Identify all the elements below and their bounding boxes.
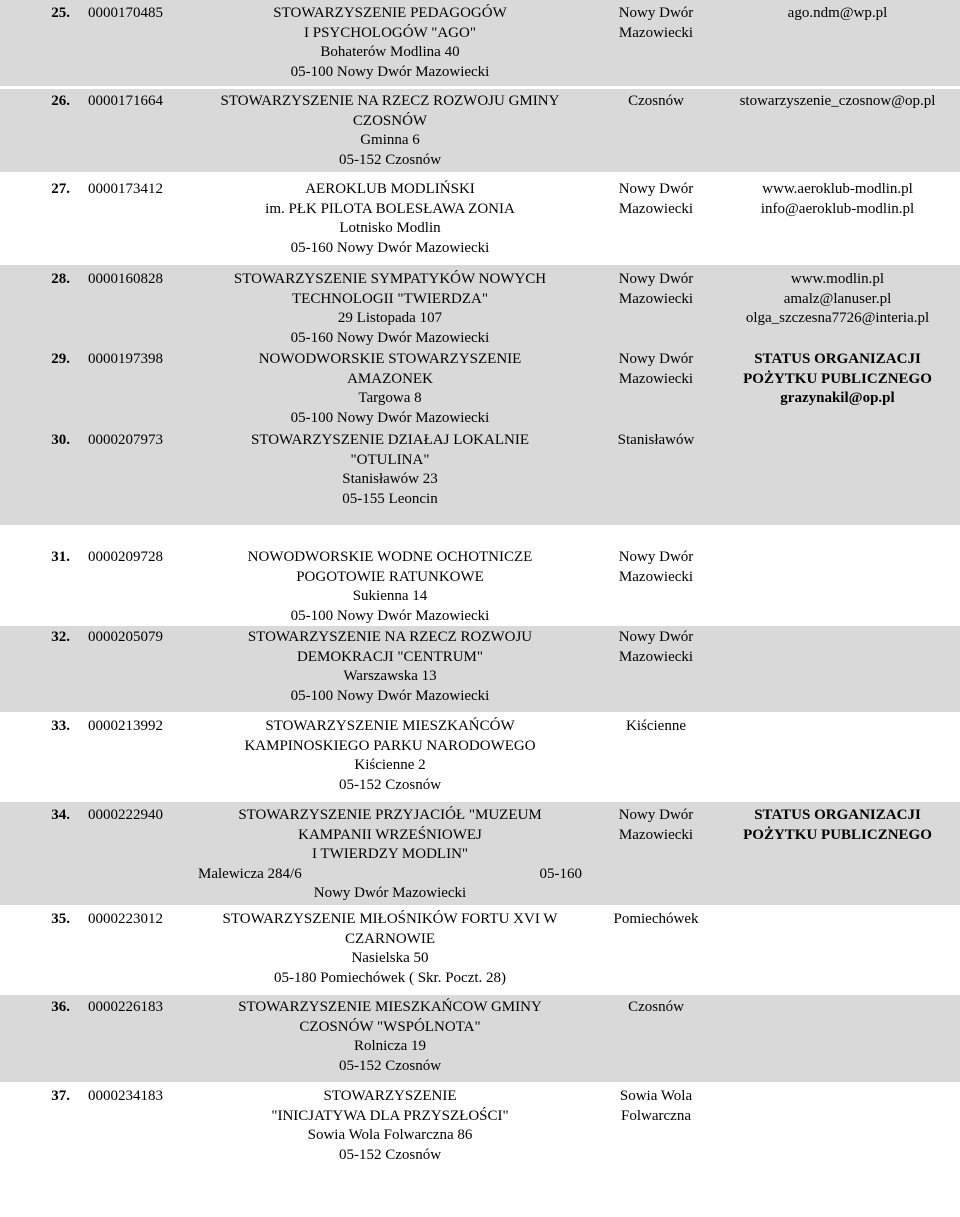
address-line: Kiścienne 2 [354,757,426,773]
registry-number: 0000207973 [88,432,163,448]
organization-name [182,717,598,795]
table-row [0,712,960,802]
postal-line: 05-152 Czosnów [338,776,442,793]
city-line: Mazowiecki [618,24,694,41]
row-number: 30. [51,432,70,448]
organization-name [182,910,598,988]
organization-name [182,270,598,348]
row-number: 29. [51,351,70,367]
city-line: Czosnów [628,999,684,1015]
postal-line: 05-152 Czosnów [338,1146,442,1163]
city-cell [597,998,715,1018]
row-number: 26. [51,93,70,109]
city-line: Mazowiecki [618,826,694,843]
postal-line: 05-160 Nowy Dwór Mazowiecki [290,329,490,346]
row-number: 27. [51,181,70,197]
city-line: Mazowiecki [618,290,694,307]
registry-number: 0000160828 [88,271,163,287]
city-cell [597,431,715,451]
table-row [0,177,960,261]
postal-code: 05-160 [539,865,582,882]
city-line: Stanisławów [617,432,695,448]
name-line: STOWARZYSZENIE NA RZECZ ROZWOJU GMINY [220,93,560,109]
row-number: 34. [51,807,70,823]
row-number: 25. [51,5,70,21]
city-line: Folwarczna [621,1107,691,1124]
organization-name [182,806,598,904]
name-line: CZARNOWIE [345,930,435,947]
organization-name [182,92,598,170]
city-name-line: Nowy Dwór Mazowiecki [313,885,467,901]
city-cell [597,270,715,309]
name-line: STOWARZYSZENIE MIŁOŚNIKÓW FORTU XVI W [222,911,558,927]
registry-number: 0000170485 [88,5,163,21]
table-row-group [0,265,960,525]
table-row [0,802,960,905]
postal-line: 05-100 Nowy Dwór Mazowiecki [290,409,490,426]
postal-line: 05-160 Nowy Dwór Mazowiecki [290,239,490,256]
organization-name [182,350,598,428]
name-line: "INICJATYWA DLA PRZYSZŁOŚCI" [271,1107,509,1124]
address-line: 29 Listopada 107 [337,310,443,326]
registry-number: 0000205079 [88,629,163,645]
postal-line: 05-100 Nowy Dwór Mazowiecki [290,607,490,624]
city-cell [597,4,715,43]
address-line: Lotnisko Modlin [339,220,441,236]
email-link[interactable]: ago.ndm@wp.pl [787,5,888,21]
city-line: Nowy Dwór [618,5,694,21]
name-line: "OTULINA" [350,451,430,468]
email-link[interactable]: amalz@lanuser.pl [783,290,892,307]
table-row [0,89,960,172]
contact-cell [715,806,960,845]
organization-name [182,4,598,82]
city-line: Pomiechówek [613,911,699,927]
registry-number: 0000213992 [88,718,163,734]
city-line: Mazowiecki [618,568,694,585]
name-line: KAMPINOSKIEGO PARKU NARODOWEGO [244,737,536,754]
address-line: Sowia Wola Folwarczna 86 [307,1127,473,1143]
city-line: Mazowiecki [618,648,694,665]
name-line: CZOSNÓW "WSPÓLNOTA" [299,1018,481,1035]
table-row [0,905,960,995]
city-cell [597,92,715,112]
postal-line: 05-100 Nowy Dwór Mazowiecki [290,687,490,704]
organization-name [182,431,598,509]
address-line: Nasielska 50 [351,950,429,966]
contact-cell [715,270,960,329]
organization-name [182,548,598,626]
organization-name [182,998,598,1076]
postal-line: 05-155 Leoncin [342,490,438,507]
table-row [0,0,960,86]
contact-cell [715,350,960,409]
registry-number: 0000222940 [88,807,163,823]
city-cell [597,910,715,930]
postal-line: 05-152 Czosnów [338,151,442,168]
city-line: Sowia Wola [619,1088,693,1104]
row-number: 37. [51,1088,70,1104]
address-line: Warszawska 13 [343,668,437,684]
registry-number: 0000197398 [88,351,163,367]
name-line: STOWARZYSZENIE MIESZKAŃCÓW [265,718,515,734]
postal-line: 05-152 Czosnów [338,1057,442,1074]
website-link[interactable]: www.modlin.pl [790,271,885,287]
name-line: POGOTOWIE RATUNKOWE [296,568,484,585]
name-line: STOWARZYSZENIE SYMPATYKÓW NOWYCH [233,271,547,287]
opp-status-label: POŻYTKU PUBLICZNEGO [743,826,932,843]
table-row [0,995,960,1082]
registry-number: 0000209728 [88,549,163,565]
city-line: Mazowiecki [618,200,694,217]
name-line: NOWODWORSKIE STOWARZYSZENIE [258,351,522,367]
city-line: Czosnów [628,93,684,109]
city-cell [597,180,715,219]
row-number: 33. [51,718,70,734]
city-line: Nowy Dwór [618,807,694,823]
organization-name [182,628,598,706]
city-line: Kiścienne [626,718,686,734]
address-line: Sukienna 14 [352,588,428,604]
city-cell [597,350,715,389]
table-row [0,1084,960,1170]
contact-cell [715,180,960,219]
website-link[interactable]: www.aeroklub-modlin.pl [762,181,913,197]
registry-number: 0000173412 [88,181,163,197]
city-line: Mazowiecki [618,370,694,387]
street-address: Malewicza 284/6 [198,865,302,882]
city-cell [597,548,715,587]
name-line: STOWARZYSZENIE DZIAŁAJ LOKALNIE [250,432,530,448]
name-line: CZOSNÓW [352,112,428,129]
row-number: 36. [51,999,70,1015]
name-line: STOWARZYSZENIE NA RZECZ ROZWOJU [247,629,533,645]
name-line: NOWODWORSKIE WODNE OCHOTNICZE [247,549,533,565]
organization-name [182,180,598,258]
contact-cell [715,4,960,24]
address-line: Targowa 8 [358,390,422,406]
name-line: I PSYCHOLOGÓW "AGO" [304,24,476,41]
name-line: AEROKLUB MODLIŃSKI [305,181,475,197]
city-cell [597,628,715,667]
organization-name [182,1087,598,1165]
city-line: Nowy Dwór [618,629,694,645]
registry-number: 0000234183 [88,1088,163,1104]
name-line: TECHNOLOGII "TWIERDZA" [292,290,488,307]
table-row [0,626,960,712]
city-line: Nowy Dwór [618,271,694,287]
address-line: Rolnicza 19 [353,1038,427,1054]
address-line: Bohaterów Modlina 40 [320,44,460,60]
row-number: 31. [51,549,70,565]
name-line: AMAZONEK [347,370,433,387]
city-line: Nowy Dwór [618,181,694,197]
email-link[interactable]: info@aeroklub-modlin.pl [760,200,915,217]
name-line: STOWARZYSZENIE [323,1088,457,1104]
postal-line: 05-100 Nowy Dwór Mazowiecki [290,63,490,80]
row-number: 32. [51,629,70,645]
address-line [182,865,598,885]
email-link[interactable]: stowarzyszenie_czosnow@op.pl [739,93,936,109]
name-line: STOWARZYSZENIE PRZYJACIÓŁ "MUZEUM [238,807,542,823]
name-line: STOWARZYSZENIE PEDAGOGÓW [273,5,507,21]
city-cell [597,1087,715,1126]
opp-status-label: STATUS ORGANIZACJI [754,351,921,367]
name-line: DEMOKRACJI "CENTRUM" [296,648,483,665]
city-cell [597,806,715,845]
postal-line: 05-180 Pomiechówek ( Skr. Poczt. 28) [273,969,507,986]
registry-number: 0000223012 [88,911,163,927]
row-number: 28. [51,271,70,287]
name-line: I TWIERDZY MODLIN" [311,846,469,862]
registry-number: 0000226183 [88,999,163,1015]
address-line: Gminna 6 [360,132,420,148]
city-line: Nowy Dwór [618,351,694,367]
city-cell [597,717,715,737]
contact-cell [715,92,960,112]
email-link[interactable]: olga_szczesna7726@interia.pl [745,310,930,326]
row-number: 35. [51,911,70,927]
opp-status-label: STATUS ORGANIZACJI [754,807,921,823]
registry-number: 0000171664 [88,93,163,109]
name-line: im. PŁK PILOTA BOLESŁAWA ZONIA [265,200,515,217]
address-line: Stanisławów 23 [342,471,438,487]
name-line: KAMPANII WRZEŚNIOWEJ [298,826,482,843]
name-line: STOWARZYSZENIE MIESZKAŃCOW GMINY [238,999,542,1015]
table-row [0,546,960,626]
city-line: Nowy Dwór [618,549,694,565]
email-link[interactable]: grazynakil@op.pl [780,390,895,406]
opp-status-label: POŻYTKU PUBLICZNEGO [743,370,932,387]
